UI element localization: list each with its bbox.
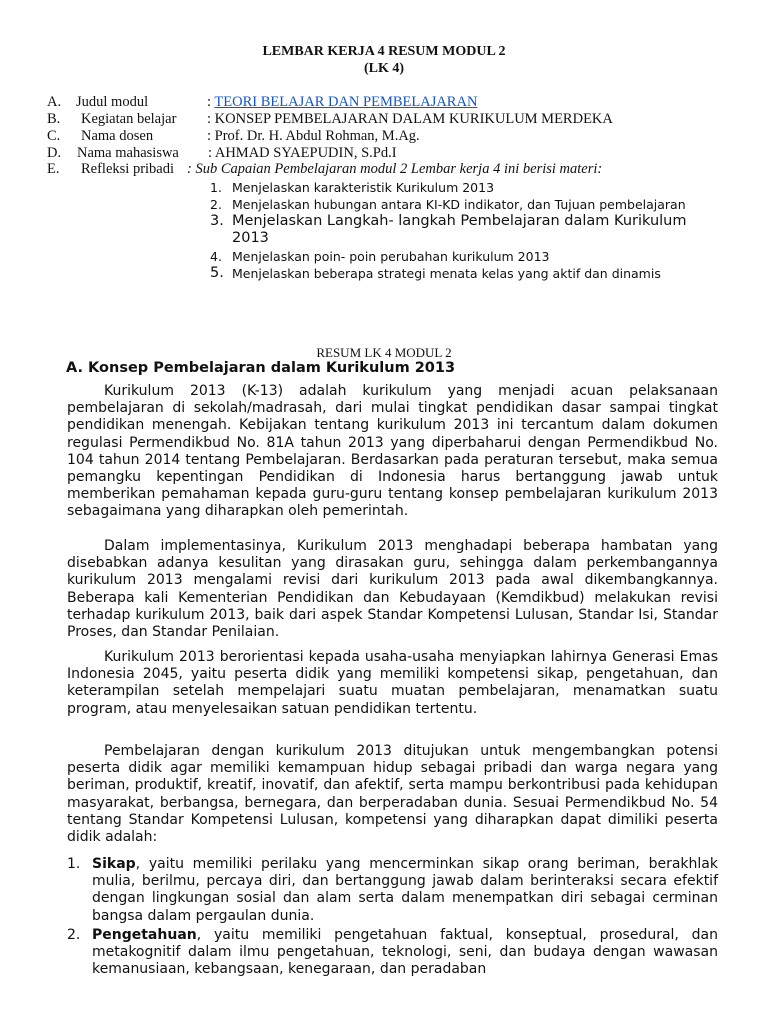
document-title: LEMBAR KERJA 4 RESUM MODUL 2 <box>262 44 506 59</box>
competency-item: 2. Pengetahuan, yaitu memiliki pengetahuan faktual, konseptual, prosedural, dan metakognitif dalam ilmu pengetahuan, teknologi, seni, dan budaya dengan wawasan kemanusiaan, kebangsaan, kenegaraan, dan peradaban <box>67 926 718 978</box>
materi-item: 3. Menjelaskan Langkah- langkah Pembelajaran dalam Kurikulum 2013 <box>210 213 687 246</box>
info-label: Kegiatan belajar <box>81 111 177 127</box>
paragraph: Dalam implementasinya, Kurikulum 2013 menghadapi beberapa hambatan yang disebabkan adanya kesulitan yang dirasakan guru, sehingga dalam perkembangannya kurikulum 2013 mengalami revisi dari kurikulum 2013 pada awal dikembangkannya. Beberapa kali Kementerian Pendidikan dan Kebudayaan (Kemdikbud) melakukan revisi terhadap kurikulum 2013, baik dari aspek Standar Kompetensi Lulusan, Standar Isi, Standar Proses, dan Standar Penilaian. <box>67 538 718 641</box>
info-label: Judul modul <box>76 94 149 110</box>
info-label: Nama mahasiswa <box>77 145 179 161</box>
info-letter: A. <box>47 94 62 110</box>
materi-item: 4. Menjelaskan poin- poin perubahan kurikulum 2013 <box>210 249 550 264</box>
info-letter: B. <box>47 111 61 127</box>
info-letter: D. <box>47 145 62 161</box>
info-label: Refleksi pribadi <box>81 161 175 177</box>
competency-term: Pengetahuan <box>92 926 197 943</box>
competency-term: Sikap <box>92 856 136 872</box>
resume-title: RESUM LK 4 MODUL 2 <box>316 345 452 360</box>
section-heading: A. Konsep Pembelajaran dalam Kurikulum 2013 <box>66 360 456 376</box>
info-value: : Sub Capaian Pembelajaran modul 2 Lembar kerja 4 ini berisi materi: <box>187 161 603 177</box>
info-label: Nama dosen <box>81 128 154 144</box>
info-value: : AHMAD SYAEPUDIN, S.Pd.I <box>208 145 397 161</box>
materi-item: 5. Menjelaskan beberapa strategi menata kelas yang aktif dan dinamis <box>210 265 661 281</box>
competency-list <box>67 856 718 978</box>
materi-item: 2. Menjelaskan hubungan antara KI-KD indikator, dan Tujuan pembelajaran <box>210 197 686 212</box>
module-title-link[interactable]: TEORI BELAJAR DAN PEMBELAJARAN <box>214 94 478 110</box>
paragraph: Kurikulum 2013 (K-13) adalah kurikulum yang menjadi acuan pelaksanaan pembelajaran di sekolah/madrasah, dari mulai tingkat pendidikan dasar sampai tingkat pendidikan menengah. Kebijakan tentang kurikulum 2013 ini tercantum dalam dokumen regulasi Permendikbud No. 81A tahun 2013 yang diperbaharui dengan Permendikbud No. 104 tahun 2014 tentang Pembelajaran. Berdasarkan pada peraturan tersebut, maka semua pemangku kepentingan Pendidikan di Indonesia harus bertanggung jawab untuk memberikan pemahaman kepada guru-guru tentang konsep pembelajaran kurikulum 2013 sebagaimana yang diharapkan oleh pemerintah. <box>67 383 718 520</box>
document-subtitle: (LK 4) <box>363 61 405 76</box>
materi-item: 1. Menjelaskan karakteristik Kurikulum 2013 <box>210 180 495 195</box>
info-letter: C. <box>47 128 61 144</box>
paragraph: Pembelajaran dengan kurikulum 2013 ditujukan untuk mengembangkan potensi peserta didik agar memiliki kemampuan hidup sebagai pribadi dan warga negara yang beriman, produktif, kreatif, inovatif, dan afektif, serta mampu berkontribusi pada kehidupan masyarakat, berbangsa, bernegara, dan berperadaban dunia. Sesuai Permendikbud No. 54 tentang Standar Kompetensi Lulusan, kompetensi yang diharapkan dapat dimiliki peserta didik adalah: <box>67 743 718 846</box>
info-value: : Prof. Dr. H. Abdul Rohman, M.Ag. <box>207 128 420 144</box>
info-value: : TEORI BELAJAR DAN PEMBELAJARAN <box>207 94 478 110</box>
info-value: : KONSEP PEMBELAJARAN DALAM KURIKULUM MERDEKA <box>207 111 613 127</box>
info-letter: E. <box>47 161 60 177</box>
paragraph: Kurikulum 2013 berorientasi kepada usaha-usaha menyiapkan lahirnya Generasi Emas Indonesia 2045, yaitu peserta didik yang memiliki kompetensi sikap, pengetahuan, dan keterampilan setelah mempelajari suatu muatan pembelajaran, menamatkan suatu program, atau menyelesaikan satuan pendidikan tertentu. <box>67 649 718 717</box>
competency-item: 1. Sikap, yaitu memiliki perilaku yang mencerminkan sikap orang beriman, berakhlak mulia, berilmu, percaya diri, dan bertanggung jawab dalam berinteraksi secara efektif dengan lingkungan sosial dan alam serta dalam menempatkan diri sebagai cerminan bangsa dalam pergaulan dunia. <box>67 856 718 924</box>
